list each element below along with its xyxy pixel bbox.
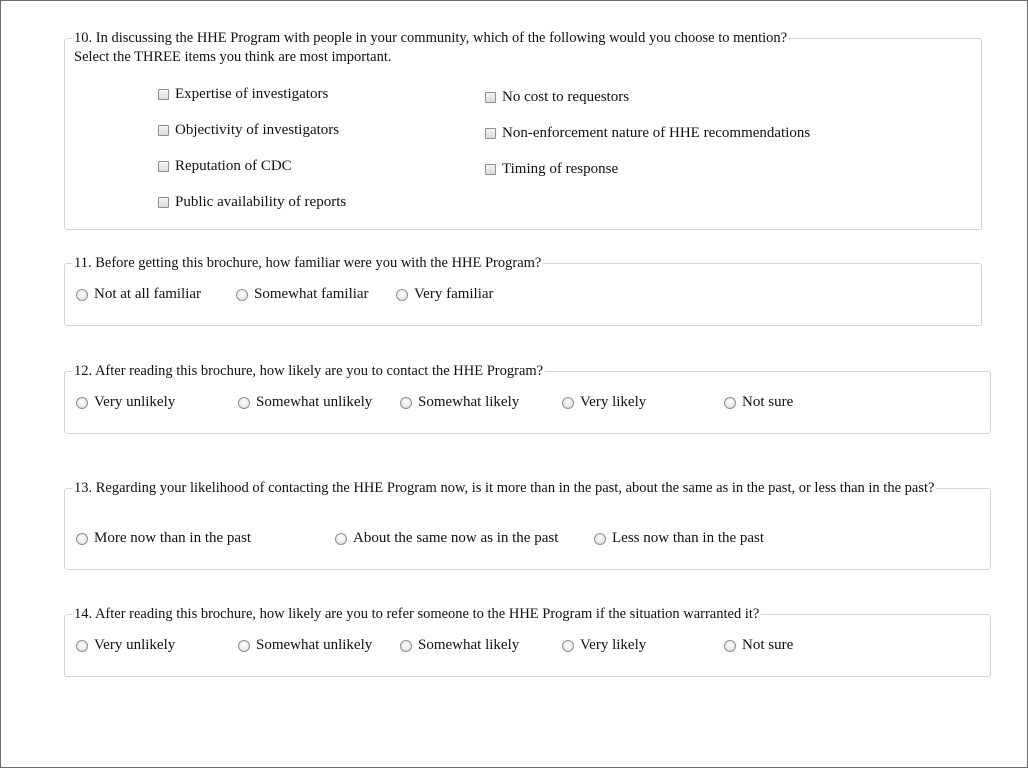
q14-radio-very-unlikely[interactable] (76, 640, 88, 652)
q10-option-no-cost[interactable] (485, 89, 629, 106)
q12-radio-somewhat-likely[interactable] (400, 397, 412, 409)
q12-radio-somewhat-unlikely[interactable] (238, 397, 250, 409)
q14-radio-very-likely[interactable] (562, 640, 574, 652)
q12-option-label: Very likely (580, 394, 647, 410)
q12-option-label: Not sure (742, 394, 794, 410)
q14-radio-not-sure[interactable] (724, 640, 736, 652)
q11-option-label: Somewhat familiar (254, 286, 369, 302)
q13-radio-less-now[interactable] (594, 533, 606, 545)
q11-option-label: Very familiar (414, 286, 494, 302)
q13-radio-more-now[interactable] (76, 533, 88, 545)
q13-option-label: More now than in the past (94, 530, 252, 546)
q11-radio-not-at-all[interactable] (76, 289, 88, 301)
q13-option-more-now[interactable] (76, 530, 251, 547)
q10-option-label: Public availability of reports (175, 194, 347, 210)
q13-radio-about-same[interactable] (335, 533, 347, 545)
q11-option-label: Not at all familiar (94, 286, 202, 302)
q12-option-label: Somewhat unlikely (256, 394, 373, 410)
q10-option-label: Non-enforcement nature of HHE recommendations (502, 125, 811, 141)
q12-option-not-sure[interactable] (724, 394, 793, 411)
q12-radio-not-sure[interactable] (724, 397, 736, 409)
q14-option-label: Not sure (742, 637, 794, 653)
question-10-instructions: Select the THREE items you think are most important. (74, 49, 392, 65)
q10-option-label: Reputation of CDC (175, 158, 292, 174)
q14-option-somewhat-unlikely[interactable] (238, 637, 372, 654)
q10-option-expertise[interactable] (158, 86, 328, 103)
q11-option-very[interactable] (396, 286, 494, 303)
q10-option-label: Timing of response (502, 161, 619, 177)
q14-radio-somewhat-likely[interactable] (400, 640, 412, 652)
q14-option-label: Somewhat unlikely (256, 637, 373, 653)
q13-option-label: Less now than in the past (612, 530, 765, 546)
q14-option-label: Very unlikely (94, 637, 176, 653)
question-13-label: 13. Regarding your likelihood of contacting the HHE Program now, is it more than in the past, about the same as in the past, or less than in the past? (74, 480, 935, 496)
q12-radio-very-likely[interactable] (562, 397, 574, 409)
question-14-label: 14. After reading this brochure, how likely are you to refer someone to the HHE Program if the situation warranted it? (74, 606, 760, 622)
q12-option-somewhat-likely[interactable] (400, 394, 519, 411)
q14-option-very-unlikely[interactable] (76, 637, 175, 654)
question-12-group (64, 363, 991, 434)
q14-option-somewhat-likely[interactable] (400, 637, 519, 654)
q13-option-label: About the same now as in the past (353, 530, 559, 546)
q10-option-non-enforcement[interactable] (485, 125, 810, 142)
q12-option-somewhat-unlikely[interactable] (238, 394, 372, 411)
question-13-group (64, 480, 991, 570)
q14-radio-somewhat-unlikely[interactable] (238, 640, 250, 652)
question-10-label: 10. In discussing the HHE Program with people in your community, which of the following would you choose to mention? (74, 30, 788, 46)
q11-option-not-at-all[interactable] (76, 286, 201, 303)
q10-checkbox-public-availability[interactable] (158, 197, 169, 208)
q10-checkbox-reputation[interactable] (158, 161, 169, 172)
question-12-label: 12. After reading this brochure, how likely are you to contact the HHE Program? (74, 363, 544, 379)
q12-option-very-unlikely[interactable] (76, 394, 175, 411)
q10-checkbox-non-enforcement[interactable] (485, 128, 496, 139)
q11-option-somewhat[interactable] (236, 286, 369, 303)
question-11-label: 11. Before getting this brochure, how familiar were you with the HHE Program? (74, 255, 542, 271)
q14-option-label: Very likely (580, 637, 647, 653)
q10-option-label: Expertise of investigators (175, 86, 329, 102)
q13-option-less-now[interactable] (594, 530, 764, 547)
q13-option-about-same[interactable] (335, 530, 558, 547)
q10-checkbox-objectivity[interactable] (158, 125, 169, 136)
q12-option-label: Somewhat likely (418, 394, 520, 410)
q12-option-very-likely[interactable] (562, 394, 646, 411)
question-11-group (64, 255, 982, 326)
q10-checkbox-expertise[interactable] (158, 89, 169, 100)
q10-option-timing[interactable] (485, 161, 618, 178)
q10-option-public-availability[interactable] (158, 194, 346, 211)
q14-option-not-sure[interactable] (724, 637, 793, 654)
q14-option-very-likely[interactable] (562, 637, 646, 654)
q14-option-label: Somewhat likely (418, 637, 520, 653)
q10-option-objectivity[interactable] (158, 122, 339, 139)
q10-option-reputation[interactable] (158, 158, 292, 175)
q11-radio-somewhat[interactable] (236, 289, 248, 301)
q10-checkbox-timing[interactable] (485, 164, 496, 175)
q11-radio-very[interactable] (396, 289, 408, 301)
q12-option-label: Very unlikely (94, 394, 176, 410)
q12-radio-very-unlikely[interactable] (76, 397, 88, 409)
q10-option-label: Objectivity of investigators (175, 122, 340, 138)
q10-checkbox-no-cost[interactable] (485, 92, 496, 103)
question-14-group (64, 606, 991, 677)
q10-option-label: No cost to requestors (502, 89, 630, 105)
